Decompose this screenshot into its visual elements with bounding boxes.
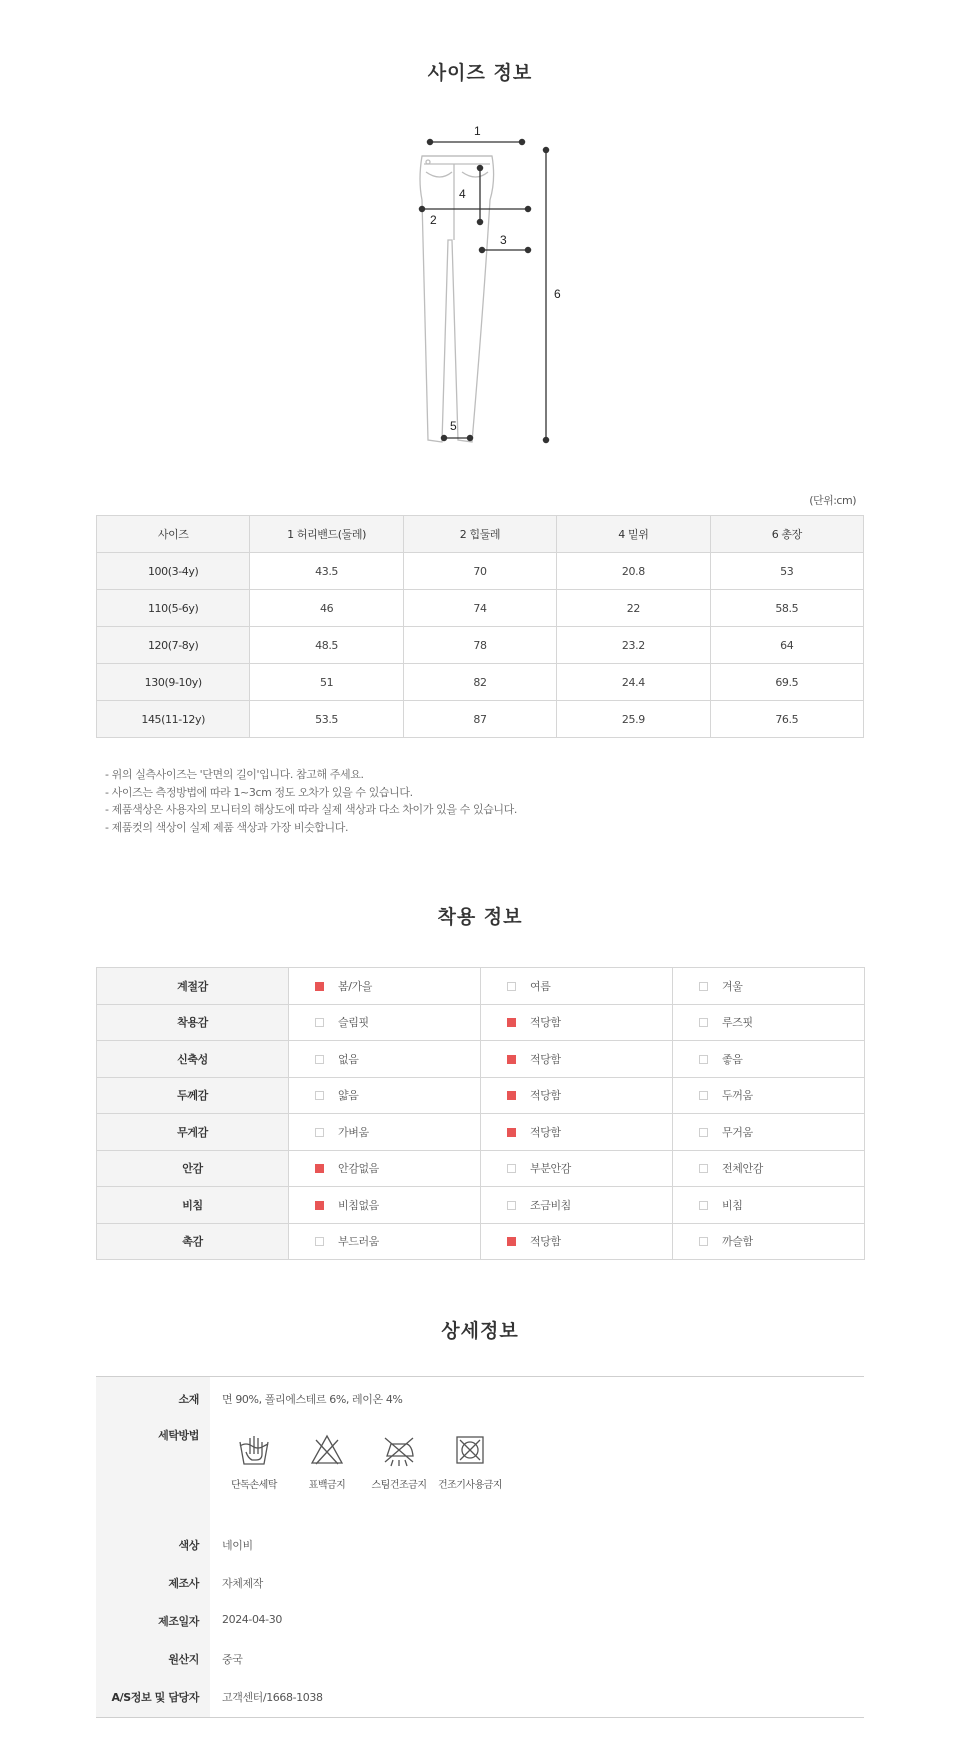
size-cell: 110(5-6y) (97, 590, 250, 627)
size-cell: 87 (403, 701, 556, 738)
color-value: 네이비 (222, 1539, 253, 1552)
unchecked-box-icon (507, 1201, 516, 1210)
unchecked-box-icon (699, 1018, 708, 1027)
size-cell: 53.5 (250, 701, 403, 738)
pants-measurement-diagram (400, 120, 560, 456)
size-note: - 제품색상은 사용자의 모니터의 해상도에 따라 실제 색상과 다소 차이가 있을 수 있습니다. (105, 803, 517, 816)
unchecked-box-icon (699, 1237, 708, 1246)
unchecked-box-icon (699, 1164, 708, 1173)
fit-option (481, 1223, 673, 1260)
fit-row-label: 계절감 (97, 968, 289, 1005)
fit-row-label: 촉감 (97, 1223, 289, 1260)
fit-row (97, 1223, 865, 1260)
date-value: 2024-04-30 (222, 1613, 282, 1626)
fit-option (289, 1004, 481, 1041)
as-value: 고객센터/1668-1038 (222, 1691, 323, 1704)
unchecked-box-icon (699, 982, 708, 991)
fit-option (673, 1114, 865, 1151)
size-header-cell: 1 허리밴드(둘레) (250, 516, 403, 553)
fit-option (673, 968, 865, 1005)
fit-option-label: 적당함 (530, 1016, 561, 1030)
fit-option-label: 적당함 (530, 1235, 561, 1249)
unchecked-box-icon (315, 1055, 324, 1064)
size-cell: 145(11-12y) (97, 701, 250, 738)
no-tumble-dry-icon (452, 1432, 488, 1468)
fit-option-label: 안감없음 (338, 1162, 379, 1176)
fit-option (673, 1004, 865, 1041)
fit-option (481, 1114, 673, 1151)
fit-option-label: 부분안감 (530, 1162, 571, 1176)
size-cell: 69.5 (710, 664, 863, 701)
no-steam-iron-icon (381, 1432, 417, 1468)
fit-option-label: 슬림핏 (338, 1016, 369, 1030)
fit-row-label: 무게감 (97, 1114, 289, 1151)
care-label-text: 표백금지 (308, 1480, 346, 1491)
size-cell: 64 (710, 627, 863, 664)
diagram-label-6: 6 (554, 287, 561, 301)
fit-option (289, 1187, 481, 1224)
fit-option-label: 적당함 (530, 1089, 561, 1103)
fit-row (97, 1187, 865, 1224)
fit-option (481, 968, 673, 1005)
checked-box-icon (507, 1055, 516, 1064)
fit-option-label: 적당함 (530, 1125, 561, 1139)
fit-option (673, 1077, 865, 1114)
size-cell: 100(3-4y) (97, 553, 250, 590)
size-notes (105, 766, 517, 836)
checked-box-icon (507, 1091, 516, 1100)
fit-option (289, 1150, 481, 1187)
as-label: A/S정보 및 담당자 (111, 1691, 199, 1704)
fit-option (481, 1150, 673, 1187)
checked-box-icon (315, 1201, 324, 1210)
fit-option (481, 1004, 673, 1041)
size-cell: 25.9 (557, 701, 710, 738)
fit-option-label: 까슬함 (722, 1235, 753, 1249)
care-label: 세탁방법 (158, 1429, 199, 1442)
origin-value: 중국 (222, 1653, 243, 1666)
fit-option (289, 968, 481, 1005)
fit-option-label: 비침없음 (338, 1198, 379, 1212)
fit-row (97, 1150, 865, 1187)
unchecked-box-icon (699, 1201, 708, 1210)
table-row (97, 553, 864, 590)
diagram-label-3: 3 (500, 233, 507, 247)
fit-option (289, 1077, 481, 1114)
fit-option-label: 좋음 (722, 1052, 743, 1066)
size-table-header (97, 516, 864, 553)
fit-option (481, 1041, 673, 1078)
checked-box-icon (507, 1018, 516, 1027)
fit-table (96, 967, 865, 1260)
diagram-label-1: 1 (474, 124, 481, 138)
care-item-no-tumble-dry (425, 1432, 515, 1491)
fit-option-label: 가벼움 (338, 1125, 369, 1139)
fit-option-label: 루즈핏 (722, 1016, 753, 1030)
size-cell: 130(9-10y) (97, 664, 250, 701)
checked-box-icon (507, 1237, 516, 1246)
unchecked-box-icon (507, 1164, 516, 1173)
size-cell: 24.4 (557, 664, 710, 701)
table-row (97, 627, 864, 664)
fit-option (289, 1041, 481, 1078)
fit-row-label: 안감 (97, 1150, 289, 1187)
fit-option (673, 1041, 865, 1078)
fit-option (481, 1077, 673, 1114)
size-cell: 22 (557, 590, 710, 627)
size-cell: 120(7-8y) (97, 627, 250, 664)
size-cell: 43.5 (250, 553, 403, 590)
size-cell: 78 (403, 627, 556, 664)
size-cell: 70 (403, 553, 556, 590)
checked-box-icon (507, 1128, 516, 1137)
size-info-title: 사이즈 정보 (427, 62, 533, 84)
table-row (97, 664, 864, 701)
unchecked-box-icon (699, 1128, 708, 1137)
fit-row (97, 1041, 865, 1078)
checked-box-icon (315, 982, 324, 991)
size-header-cell: 4 밑위 (557, 516, 710, 553)
fit-row (97, 968, 865, 1005)
unit-note: (단위:cm) (809, 494, 856, 507)
fit-option-label: 봄/가을 (338, 979, 372, 993)
diagram-label-5: 5 (450, 419, 457, 433)
fit-row-label: 신축성 (97, 1041, 289, 1078)
care-label-text: 스팀건조금지 (371, 1480, 427, 1491)
detail-info-title: 상세정보 (441, 1320, 519, 1342)
unchecked-box-icon (507, 982, 516, 991)
unchecked-box-icon (315, 1237, 324, 1246)
size-cell: 51 (250, 664, 403, 701)
size-cell: 82 (403, 664, 556, 701)
care-label-text: 건조기사용금지 (437, 1480, 503, 1491)
fit-option-label: 겨울 (722, 979, 743, 993)
fit-option-label: 두꺼움 (722, 1089, 753, 1103)
fit-row-label: 비침 (97, 1187, 289, 1224)
checked-box-icon (315, 1164, 324, 1173)
fit-option (673, 1223, 865, 1260)
size-header-cell: 사이즈 (97, 516, 250, 553)
fit-option-label: 없음 (338, 1052, 359, 1066)
size-header-cell: 6 총장 (710, 516, 863, 553)
detail-table (96, 1376, 864, 1718)
size-cell: 48.5 (250, 627, 403, 664)
fit-option (289, 1114, 481, 1151)
unchecked-box-icon (699, 1055, 708, 1064)
fit-row (97, 1004, 865, 1041)
size-cell: 76.5 (710, 701, 863, 738)
material-label: 소재 (178, 1393, 199, 1406)
maker-label: 제조사 (168, 1577, 199, 1590)
size-cell: 46 (250, 590, 403, 627)
fit-option-label: 부드러움 (338, 1235, 379, 1249)
fit-option (289, 1223, 481, 1260)
fit-row (97, 1114, 865, 1151)
fit-option-label: 얇음 (338, 1089, 359, 1103)
fit-option-label: 무거움 (722, 1125, 753, 1139)
size-cell: 74 (403, 590, 556, 627)
unchecked-box-icon (315, 1091, 324, 1100)
fit-row-label: 착용감 (97, 1004, 289, 1041)
size-cell: 53 (710, 553, 863, 590)
size-table (96, 515, 864, 738)
color-label: 색상 (178, 1539, 199, 1552)
size-note: - 위의 실측사이즈는 '단면의 길이'입니다. 참고해 주세요. (105, 768, 364, 781)
diagram-label-4: 4 (459, 187, 466, 201)
unchecked-box-icon (699, 1091, 708, 1100)
size-note: - 사이즈는 측정방법에 따라 1~3cm 정도 오차가 있을 수 있습니다. (105, 785, 413, 799)
size-cell: 20.8 (557, 553, 710, 590)
maker-value: 자체제작 (222, 1577, 263, 1590)
table-row (97, 701, 864, 738)
size-cell: 58.5 (710, 590, 863, 627)
size-note: - 제품컷의 색상이 실제 제품 색상과 가장 비슷합니다. (105, 820, 349, 834)
unchecked-box-icon (315, 1018, 324, 1027)
no-bleach-icon (309, 1432, 345, 1468)
hand-wash-icon (236, 1432, 272, 1468)
fit-info-title: 착용 정보 (437, 906, 523, 928)
unchecked-box-icon (315, 1128, 324, 1137)
care-label-text: 단독손세탁 (231, 1480, 277, 1491)
fit-option (673, 1187, 865, 1224)
origin-label: 원산지 (168, 1653, 199, 1666)
fit-option-label: 적당함 (530, 1052, 561, 1066)
fit-option-label: 비침 (722, 1198, 743, 1212)
size-header-cell: 2 힙둘레 (403, 516, 556, 553)
fit-option (481, 1187, 673, 1224)
fit-option (673, 1150, 865, 1187)
diagram-label-2: 2 (430, 213, 437, 227)
fit-row (97, 1077, 865, 1114)
material-value: 면 90%, 폴리에스테르 6%, 레이온 4% (222, 1393, 403, 1406)
fit-option-label: 여름 (530, 979, 551, 993)
pants-outline-icon (420, 156, 494, 442)
fit-row-label: 두께감 (97, 1077, 289, 1114)
fit-option-label: 전체안감 (722, 1162, 763, 1176)
table-row (97, 590, 864, 627)
size-cell: 23.2 (557, 627, 710, 664)
fit-option-label: 조금비침 (530, 1198, 571, 1212)
date-label: 제조일자 (158, 1615, 199, 1628)
